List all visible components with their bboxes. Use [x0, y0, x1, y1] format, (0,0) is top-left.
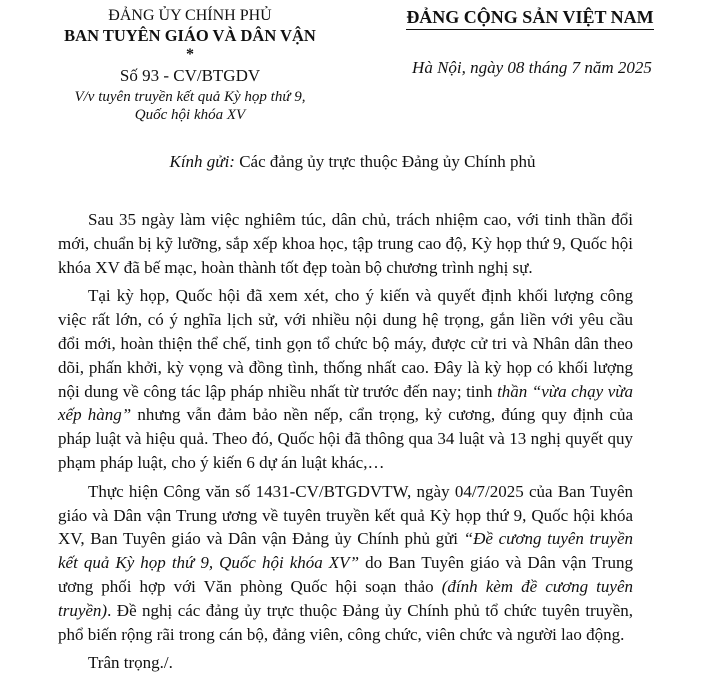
subject-line-1: V/v tuyên truyền kết quả Kỳ họp thứ 9, — [74, 89, 306, 105]
document-date: Hà Nội, ngày 08 tháng 7 năm 2025 — [412, 58, 652, 77]
paragraph-3-part-a: Thực hiện Công văn số 1431-CV/BTGDVTW, ngày 04/7/2025 của Ban Tuyên giáo và Dân vận Trung ương về tuyên truyền kết quả Kỳ họp thứ 9, Quốc hội khóa XV, Ban Tuyên giáo và Dân vận Đảng ủy Chính phủ gửi — [58, 481, 633, 549]
paragraph-3 — [58, 480, 633, 647]
paragraph-2-part-c: nhưng vẫn đảm bảo nền nếp, cẩn trọng, kỷ cương, đúng quy định của pháp luật và hiệu quả. Theo đó, Quốc hội đã thông qua 34 luật và 13 nghị quyết quy phạm pháp luật, cho ý kiến 6 dự án luật khác,… — [58, 405, 634, 472]
greeting-label: Kính gửi: — [169, 152, 235, 171]
paragraph-3-part-e: . Đề nghị các đảng ủy trực thuộc Đảng ủy Chính phủ tổ chức tuyên truyền, phổ biến rộng rãi trong cán bộ, đảng viên, công chức, viên chức và người lao động. — [58, 600, 633, 644]
issuer-parent-org: ĐẢNG ỦY CHÍNH PHỦ — [108, 7, 272, 24]
document-subject — [40, 88, 340, 124]
issuer-org-name: BAN TUYÊN GIÁO VÀ DÂN VẬN — [64, 26, 316, 45]
header-star: * — [186, 46, 194, 63]
issuer-block — [40, 6, 340, 124]
party-name: ĐẢNG CỘNG SẢN VIỆT NAM — [406, 6, 653, 30]
paragraph-3-attachment: (đính kèm đề cương tuyên truyền) — [58, 576, 633, 620]
paragraph-3-part-c: do Ban Tuyên giáo và Dân vận Trung ương phối hợp với Văn phòng Quốc hội soạn thảo — [58, 553, 633, 596]
paragraph-1: Sau 35 ngày làm việc nghiêm túc, dân chủ, trách nhiệm cao, với tinh thần đổi mới, chuẩn bị kỹ lưỡng, sắp xếp khoa học, tập trung cao độ, Kỳ họp thứ 9, Quốc hội khóa XV đã bế mạc, hoàn thành tốt đẹp toàn bộ chương trình nghị sự. — [58, 210, 633, 277]
document-number: Số 93 - CV/BTGDV — [119, 66, 261, 85]
greeting-line — [0, 152, 705, 172]
party-block — [360, 6, 700, 77]
paragraph-2-quote: thần “vừa chạy vừa xếp hàng” — [58, 381, 634, 425]
greeting-recipient: Các đảng ủy trực thuộc Đảng ủy Chính phủ — [239, 152, 536, 171]
closing-line: Trân trọng./. — [88, 653, 173, 673]
paragraph-3-title: “Đề cương tuyên truyền kết quả Kỳ họp thứ 9, Quốc hội khóa XV” — [58, 529, 633, 573]
paragraph-2-part-a: Tại kỳ họp, Quốc hội đã xem xét, cho ý kiến và quyết định khối lượng công việc rất lớn, có ý nghĩa lịch sử, với nhiều nội dung hệ trọng, gắn liền với yêu cầu đổi mới, hoàn thiện thể chế, tinh gọn tổ chức bộ máy, được cử tri và Nhân dân theo dõi, phấn khởi, kỳ vọng và đồng tình, thống nhất cao. Đây là kỳ họp có khối lượng nội dung về công tác lập pháp nhiều nhất từ trước đến nay; tinh — [58, 286, 633, 401]
paragraph-2 — [58, 284, 633, 474]
document-body — [58, 208, 633, 680]
subject-line-2: Quốc hội khóa XV — [134, 107, 246, 123]
